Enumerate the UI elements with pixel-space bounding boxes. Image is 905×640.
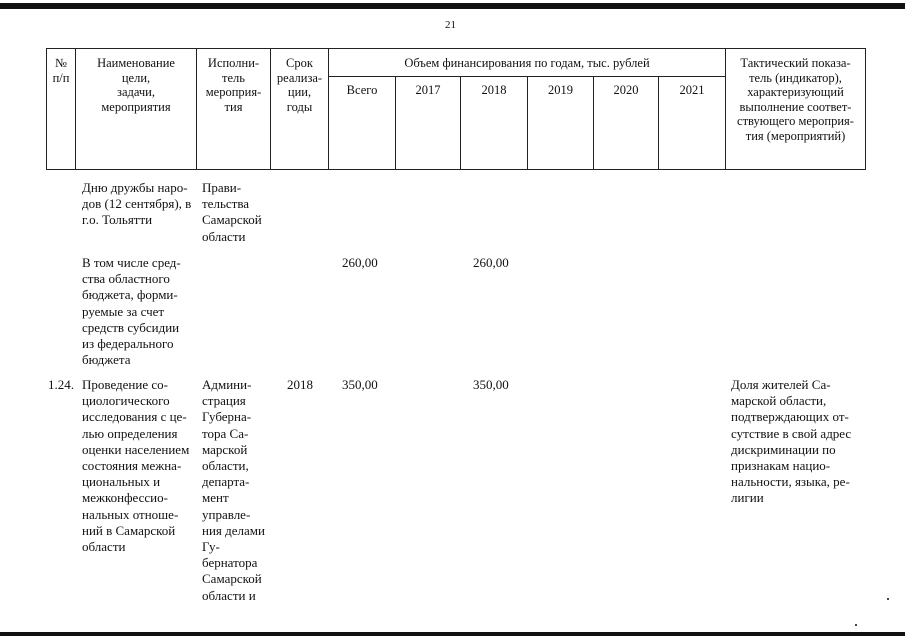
header-year-2017: 2017 — [415, 83, 441, 97]
row-total: 350,00 — [342, 377, 378, 392]
row-indicator: Доля жителей Са- марской области, подтверждающих от- сутствие в свой адрес дискриминации по признакам нацио- нальности, языка, ре- лигии — [731, 377, 852, 506]
bottom-border-rule — [0, 632, 905, 636]
row-executor: Админи- страция Губерна- тора Са- марской области, департа- мент управле- ния делами Гу- бернатора Самарской области и — [202, 377, 265, 603]
row-2018-value: 350,00 — [473, 377, 509, 392]
header-indicator: Тактический показа- тель (индикатор), характеризующий выполнение соответ- ствующего мероприя- тия (мероприятий) — [737, 56, 854, 143]
header-year-2021: 2021 — [679, 83, 705, 97]
page-number: 21 — [445, 19, 456, 31]
table-header — [46, 48, 866, 170]
scan-speck — [887, 598, 889, 600]
scan-speck — [855, 624, 857, 626]
header-period: Срок реализа- ции, годы — [276, 56, 323, 114]
header-year-2019: 2019 — [548, 83, 573, 97]
row-total: 260,00 — [342, 255, 378, 270]
row-2018-value: 260,00 — [473, 255, 509, 270]
row-name: Дню дружбы наро- дов (12 сентября), в г.о. Тольятти — [82, 180, 192, 228]
row-executor: Прави- тельства Самарской области — [202, 180, 262, 244]
header-total: Всего — [346, 83, 378, 97]
row-name: Проведение со- циологического исследования с це- лью определения оценки населением состояния межна- циональных и межконфессио- нальных отноше- ний в Самарской области — [82, 377, 190, 555]
row-number: 1.24. — [48, 377, 74, 392]
header-name: Наименование цели, задачи, мероприятия — [97, 56, 175, 114]
row-name: В том числе сред- ства областного бюджета, форми- руемые за счет средств субсидии из федерального бюджета — [82, 255, 181, 368]
header-year-2020: 2020 — [613, 83, 639, 97]
header-funding-group: Объем финансирования по годам, тыс. рублей — [404, 56, 650, 70]
header-executor: Исполни- тель мероприя- тия — [205, 56, 262, 114]
header-number: № п/п — [52, 56, 70, 85]
top-border-rule — [0, 3, 905, 9]
row-period: 2018 — [287, 377, 313, 392]
header-year-2018: 2018 — [481, 83, 507, 97]
